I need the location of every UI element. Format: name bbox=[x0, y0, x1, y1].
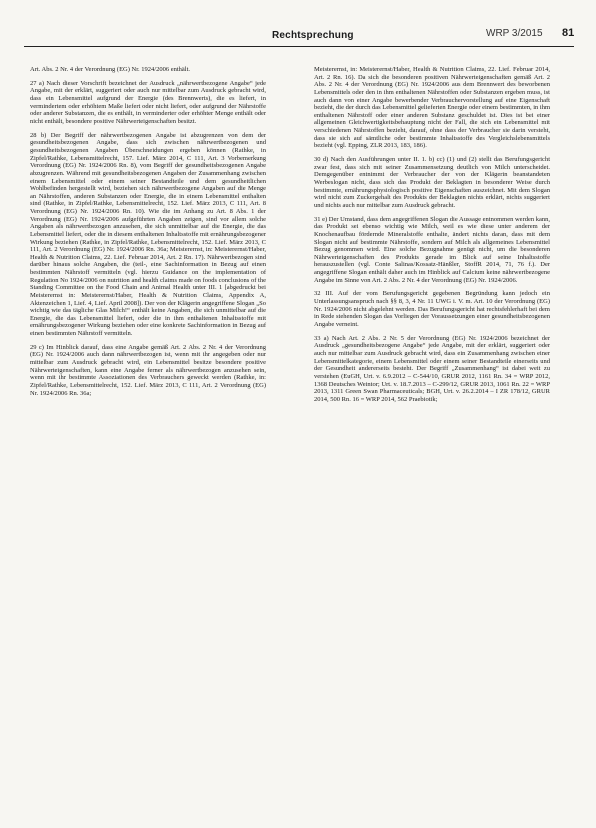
page-header bbox=[24, 16, 574, 50]
header-rule bbox=[24, 46, 574, 47]
paragraph: 28 b) Der Begriff der nährwertbezogenen Angabe ist abzugrenzen von dem der gesundheitsbezogenen Angabe, dass sich zwischen nährwertbezogenen und gesundheitsbezogenen Angaben Überschneidungen ergeben können (Rathke, in Zipfel/Rathke, Lebensmittelrecht, 157. Lief. März 2014, C 111, Art. 3 Vorbemerkung Verordnung (EG) Nr. 1924/2006 Rn. 8), vom Begriff der gesundheitsbezogenen Angabe abzugrenzen. Während mit gesundheitsbezogenen Angaben der Zusammenhang zwischen einem Lebensmittel oder einem seiner Bestandteile und dem gesundheitlichen Wohlbefinden hergestellt wird, beziehen sich nährwertbezogene Angaben auf die Menge an Nährstoffen, anderen Substanzen oder Energie, die in einem Lebensmittel enthalten sind (Rathke, in Zipfel/Rathke, Lebensmittelrecht, 152. Lief. März 2013, C 111, Art. 8 Verordnung (EG) Nr. 1924/2006 Rn. 10). Wie die im Anhang zu Art. 8 Abs. 1 der Verordnung (EG) Nr. 1924/2006 aufgeführten Angaben zeigen, sind vor allem solche Angaben als nährwertbezogen anzusehen, die sich unmittelbar auf die Energie, die das Lebensmittel liefert, oder die in diesem enthaltenen Inhaltsstoffe mit ernährungsbezogener Wirkung beziehen (Rathke, in Zipfel/Rathke, Lebensmittelrecht, 152. Lief. März 2013, C 111, Art. 2 Verordnung (EG) Nr. 1924/2006 Rn. 36a; Meisterernst, in: Meisterernst/Haber, Health & Nutrition Claims, 22. Lief. Februar 2014, Art. 2 Rn. 17). Nährwertbezogen sind darüber hinaus solche Angaben, die (teil-, eine Sachinformation in Bezug auf einen bestimmten Nährstoff vermitteln (vgl. hierzu Guidance on the implementation of Regulation No 1924/2006 on nutrition and health claims made on foods conclusions of the Standing Committee on the Food Chain and Animal Health unter III. 1 [abgedruckt bei Meisterernst in: Meisterernst/Haber, Health & Nutrition Claims, Appendix A, Aktenzeichen 1, Lief. 4, Lief. April 2008]). Der von der Klägerin angegriffene Slogan „So wichtig wie das tägliche Glas Milch!“ enthält keine Angaben, die sich unmittelbar auf die Energie, die das Lebensmittel liefert, oder die in ihm enthaltenen Inhaltsstoffe mit ernährungsbezogener Wirkung beziehen oder eine konkrete Sachinformation in Bezug auf einen bestimmten Nährstoff vermitteln. bbox=[30, 131, 266, 337]
paragraph: 29 c) Im Hinblick darauf, dass eine Angabe gemäß Art. 2 Abs. 2 Nr. 4 der Verordnung (EG) Nr. 1924/2006 auch dann nährwertbezogen ist, wenn mit ihr angegeben oder nur mittelbar zum Ausdruck gebracht wird, ein Lebensmittel besitze besondere positive Nährwerteigenschaften, kann eine Angabe ferner als nährwertbezogen anzusehen sein, wenn mit ihr bestimmte Assoziationen des Verbrauchers geweckt werden (Rathke, in: Zipfel/Rathke, Lebensmittelrecht, 152. Lief. März 2013, C 111, Art. 2 Verordnung (EG) Nr. 1924/2006 Rn. 36a; bbox=[30, 343, 266, 397]
paragraph: Art. Abs. 2 Nr. 4 der Verordnung (EG) Nr. 1924/2006 enthält. bbox=[30, 66, 191, 73]
journal-issue: WRP 3/2015 bbox=[486, 28, 543, 39]
paragraph: 33 a) Nach Art. 2 Abs. 2 Nr. 5 der Verordnung (EG) Nr. 1924/2006 bezeichnet der Ausdruck „gesundheitsbezogene Angabe“ jede Angabe, mit der erklärt, suggeriert oder auch nur mittelbar zum Ausdruck gebracht wird, dass ein Zusammenhang zwischen einer Lebensmittelkategorie, einem Lebensmittel oder einem seiner Bestandteile einerseits und der Gesundheit andererseits besteht. Der Begriff „Zusammenhang“ ist dabei weit zu verstehen (EuGH, Urt. v. 6.9.2012 – C-544/10, GRUR 2012, 1161 Rn. 34 = WRP 2012, 1368 Deutsches Weintor; Urt. v. 18.7.2013 – C-299/12, GRUR 2013, 1061 Rn. 22 = WRP 2013, 1311 Green Swan Pharmaceuticals; BGH, Urt. v. 26.2.2014 – I ZR 178/12, GRUR 2014, 500 Rn. 16 = WRP 2014, 562 Praebiotik; bbox=[314, 334, 550, 403]
paragraph: 31 e) Der Umstand, dass dem angegriffenen Slogan die Aussage entnommen werden kann, das Produkt sei ebenso wichtig wie Milch, weil es wie diese unter anderem der Knochenaufbau fördernde Mineralstoffe enthalte, ändert nichts daran, dass mit dem Slogan nicht auf bestimmte Nährstoffe, sondern auf Milch als allgemeines Lebensmittel Bezug genommen wird. Eine solche Bezugnahme genügt nicht, um die besonderen Nährwerteigenschaften des Produkts gerade im Blick auf seine Inhaltsstoffe herauszustellen (vgl. Conte Salinas/Kossatz-Hänßler, StoffR 2014, 71, 76 f.). Der angegriffene Slogan enthält daher auch im Hinblick auf Calcium keine nährwertbezogene Angabe im Sinne von Art. 2 Abs. 2 Nr. 4 der Verordnung (EG) Nr. 1924/2006. bbox=[314, 215, 550, 284]
paragraph: Meisterernst, in: Meisterernst/Haber, Health & Nutrition Claims, 22. Lief. Februar 2014, Art. 2 Rn. 16). Da sich die besonderen positiven Nährwerteigenschaften gemäß Art. 2 Abs. 2 Nr. 4 der Verordnung (EG) Nr. 1924/2006 aus dem Brennwert des beworbenen Lebensmittels oder den in ihm enthaltenen Nährstoffen oder Substanzen ergeben muss, ist auch dann von einer Angabe bewerbender Verbrauchervorstellung auf eine Eigenschaft bezieht, die der durch das Lebensmittel gelieferten Energie oder einem bestimmten, in ihm enthaltenen Nährstoff oder einer anderen Substanz geschuldet ist. Dies ist bei einer allgemeinen Gleichwertigkeitsbehauptung nicht der Fall, die sich ein Lebensmittel mit verschiedenen Nährstoffen bezieht, darauf, ohne dass der Verbraucher sie darin versteht, dass sie sich auf sämtliche oder bestimmte Inhaltsstoffe des Vergleichslebensmittels bezieht (vgl. Epping, ZLR 2013, 183, 186). bbox=[314, 66, 550, 150]
paragraph: 32 III. Auf der vom Berufungsgericht gegebenen Begründung kann jedoch ein Unterlassungsanspruch nach §§ 8, 3, 4 Nr. 11 UWG i. V. m. Art. 10 der Verordnung (EG) Nr. 1924/2006 nicht abgelehnt werden. Das Berufungsgericht hat rechtsfehlerhaft bei dem in Rede stehenden Slogan das Vorliegen der Voraussetzungen einer gesundheitsbezogenen Angabe verneint. bbox=[314, 290, 550, 328]
page-number: 81 bbox=[562, 27, 575, 39]
left-column bbox=[30, 66, 266, 403]
paragraph: 27 a) Nach dieser Vorschrift bezeichnet der Ausdruck „nährwertbezogene Angabe“ jede Angabe, mit der erklärt, suggeriert oder auch nur mittelbar zum Ausdruck gebracht wird, dass ein Lebensmittel aufgrund der Energie (des Brennwerts), die es liefert, in vermindertem oder erhöhtem Maße liefert oder nicht liefert, oder aufgrund der Nährstoffe oder anderer Substanzen, die es enthält, in verminderter oder erhöhter Menge enthält oder nicht enthält, besondere positive Nährwerteigenschaften besitzt. bbox=[30, 79, 266, 125]
paragraph: 30 d) Nach den Ausführungen unter II. 1. b) cc) (1) und (2) stellt das Berufungsgericht zwar fest, dass sich mit seiner Zusammensetzung deutlich von Milch unterscheidet. Demgegenüber entnimmt der Verbraucher der von der Klägerin beanstandeten Werbeslogan nicht, dass sich das Produkt der Beklagten in besonderer Weise durch bestimmte, ernährungsphysiologisch positive Eigenschaften auszeichnet. Mit dem Slogan wird nicht zum Zuckergehalt des Produkts der Beklagten nichts erklärt, nichts suggeriert und nichts auch nur mittelbar zum Ausdruck gebracht. bbox=[314, 156, 550, 209]
right-column bbox=[314, 66, 550, 410]
section-title: Rechtsprechung bbox=[272, 30, 354, 41]
